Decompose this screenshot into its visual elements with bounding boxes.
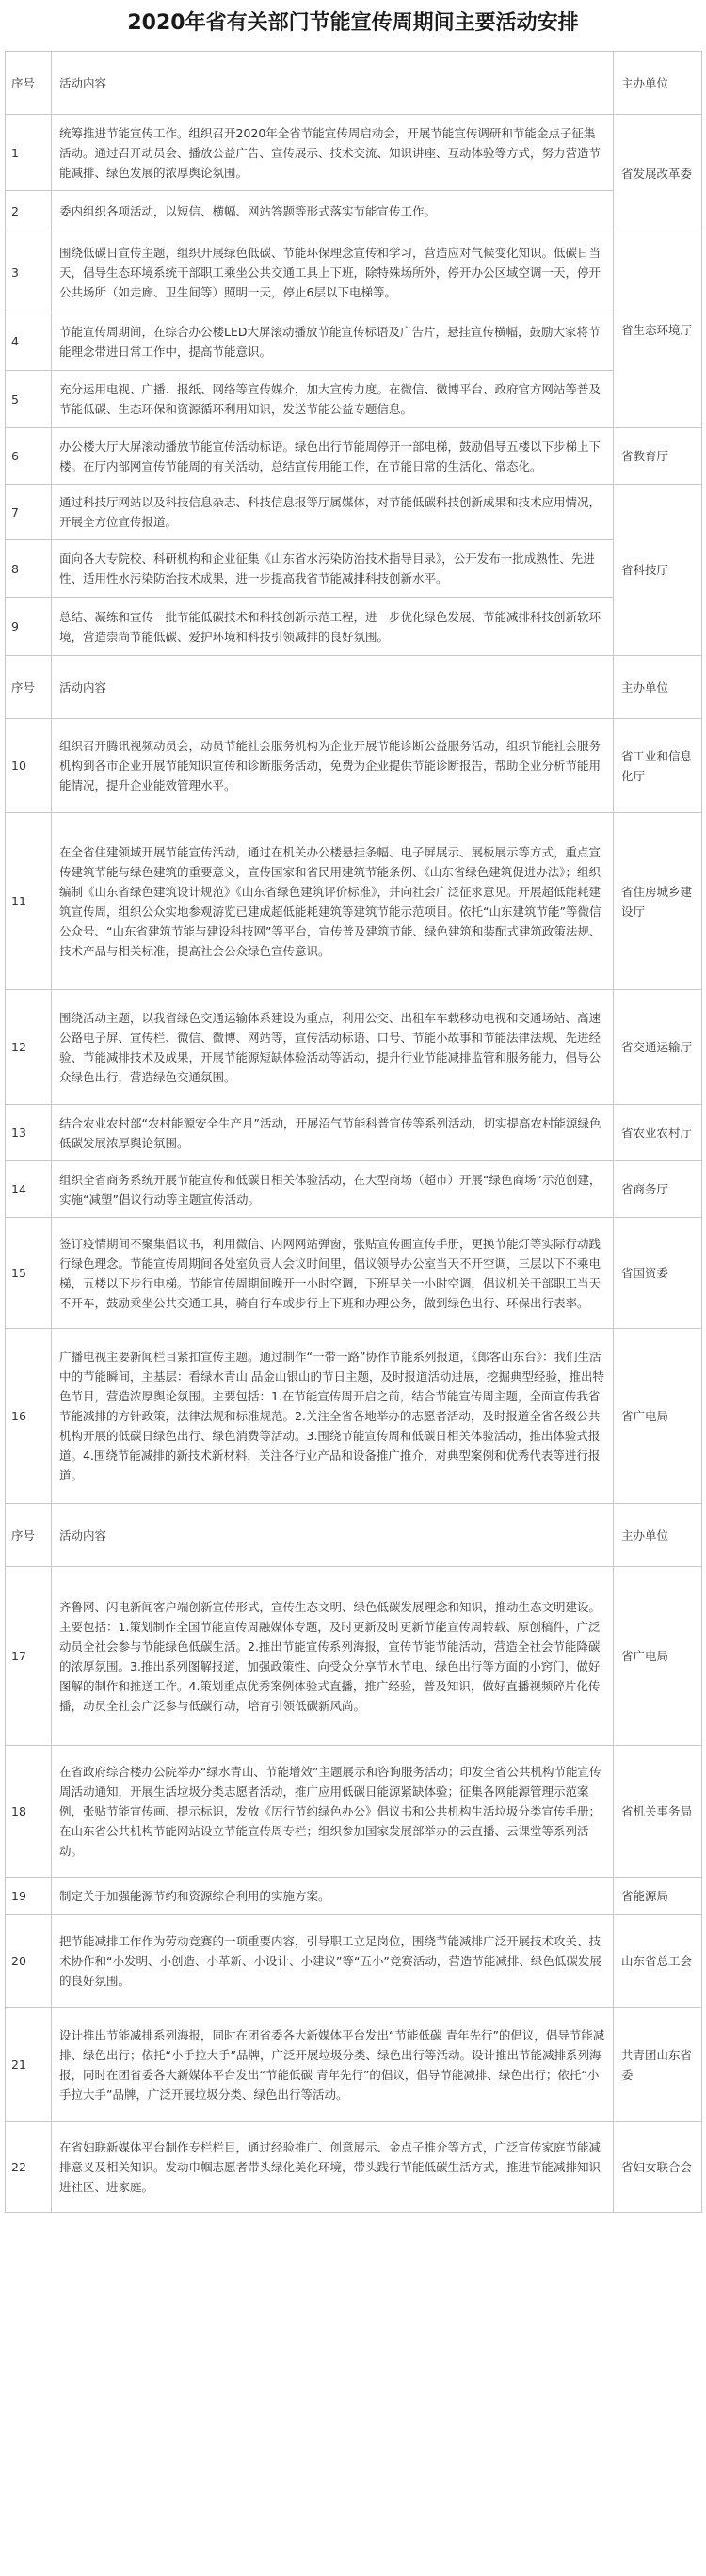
table-row (6, 1105, 702, 1161)
row-content: 办公楼大厅大屏滚动播放节能宣传活动标语。绿色出行节能周停开一部电梯，鼓励倡导五楼以下步梯上下楼。在厅内部网宣传节能周的有关活动，总结宣传用能工作，在节能日常的生活化、常态化。 (52, 428, 614, 485)
header-no: 序号 (6, 52, 52, 115)
row-no: 10 (6, 719, 52, 813)
row-no: 5 (6, 371, 52, 428)
header-content: 活动内容 (52, 52, 614, 115)
row-content: 总结、凝练和宣传一批节能低碳技术和科技创新示范工程，进一步优化绿色发展、节能减排科技创新软环境，营造崇尚节能低碳、爱护环境和科技引领减排的良好氛围。 (52, 598, 614, 656)
row-no: 11 (6, 813, 52, 990)
header-content: 活动内容 (52, 1504, 614, 1567)
table-row (6, 191, 702, 232)
row-no: 20 (6, 1915, 52, 2008)
activity-table (5, 51, 702, 2213)
row-org: 省广电局 (614, 1567, 702, 1746)
row-content: 齐鲁网、闪电新闻客户端创新宣传形式，宣传生态文明、绿色低碳发展理念和知识，推动生态文明建设。主要包括：1.策划制作全国节能宣传周融媒体专题，及时更新及时更新节能宣传周转载、原创稿件，广泛动员全社会参与节能绿色低碳生活。2.推出节能宣传系列海报，宣传节能节能活动，营造全社会节能降碳的浓厚氛围。3.推出系列图解报道，加强政策性、向受众分享节水节电、绿色出行等方面的小窍门，做好图解的制作和推送工作。4.策划重点优秀案例体验式直播，推广经验，普及知识，做好直播视频碎片化传播，动员全社会广泛参与低碳行动，培育引领低碳新风尚。 (52, 1567, 614, 1746)
row-no: 17 (6, 1567, 52, 1746)
row-no: 12 (6, 990, 52, 1105)
header-no: 序号 (6, 1504, 52, 1567)
row-no: 1 (6, 115, 52, 191)
table-row (6, 813, 702, 990)
row-org: 省住房城乡建设厅 (614, 813, 702, 990)
row-org: 省妇女联合会 (614, 2122, 702, 2213)
row-content: 设计推出节能减排系列海报，同时在团省委各大新媒体平台发出“节能低碳 青年先行”的倡议，倡导节能减排、绿色出行；依托“小手拉大手”品牌，广泛开展垃圾分类、绿色出行等活动。设计推出节能减排系列海报，同时在团省委各大新媒体平台发出“节能低碳 青年先行”的倡议，倡导节能减排、绿色出行；依托“小手拉大手”品牌，广泛开展垃圾分类、绿色出行等活动。 (52, 2008, 614, 2122)
table-row (6, 428, 702, 485)
row-content: 组织全省商务系统开展节能宣传和低碳日相关体验活动，在大型商场（超市）开展“绿色商场”示范创建，实施“减塑”倡议行动等主题宣传活动。 (52, 1161, 614, 1218)
row-content: 通过科技厅网站以及科技信息杂志、科技信息报等厅属媒体，对节能低碳科技创新成果和技术应用情况，开展全方位宣传报道。 (52, 485, 614, 540)
row-no: 8 (6, 540, 52, 598)
document-title: 2020年省有关部门节能宣传周期间主要活动安排 (127, 11, 579, 35)
row-org: 山东省总工会 (614, 1915, 702, 2008)
table-header-row (6, 1504, 702, 1567)
table-row (6, 2008, 702, 2122)
row-org: 共青团山东省委 (614, 2008, 702, 2122)
row-org: 省国资委 (614, 1218, 702, 1329)
row-org: 省机关事务局 (614, 1746, 702, 1878)
row-org: 省发展改革委 (614, 115, 702, 232)
table-row (6, 1161, 702, 1218)
table-row (6, 312, 702, 371)
row-content: 在全省住建领域开展节能宣传活动，通过在机关办公楼悬挂条幅、电子屏展示、展板展示等方式，重点宣传建筑节能与绿色建筑的重要意义，宣传国家和省民用建筑节能条例、《山东省绿色建筑促进办法》；组织编制《山东省绿色建筑设计规范》《山东省绿色建筑评价标准》，并向社会广泛征求意见。开展超低能耗建筑宣传周，组织公众实地参观游览已建成超低能耗建筑等建筑节能示范项目。依托“山东建筑节能”等微信公众号、“山东省建筑节能与建设科技网”等平台，宣传普及建筑节能、绿色建筑和装配式建筑政策法规、技术产品与相关标准，提高社会公众绿色宣传意识。 (52, 813, 614, 990)
table-row (6, 232, 702, 312)
row-no: 21 (6, 2008, 52, 2122)
table-row (6, 1567, 702, 1746)
row-no: 15 (6, 1218, 52, 1329)
row-content: 委内组织各项活动，以短信、横幅、网站答题等形式落实节能宣传工作。 (52, 191, 614, 232)
row-content: 组织召开腾讯视频动员会，动员节能社会服务机构为企业开展节能诊断公益服务活动，组织节能社会服务机构到各市企业开展节能知识宣传和诊断服务活动，免费为企业提供节能诊断报告，帮助企业分析节能用能情况，提升企业能效管理水平。 (52, 719, 614, 813)
row-org: 省科技厅 (614, 485, 702, 656)
table-header-row (6, 52, 702, 115)
header-org: 主办单位 (614, 52, 702, 115)
row-no: 9 (6, 598, 52, 656)
row-content: 充分运用电视、广播、报纸、网络等宣传媒介，加大宣传力度。在微信、微博平台、政府官方网站等普及节能低碳、生态环保和资源循环利用知识，发送节能公益专题信息。 (52, 371, 614, 428)
row-no: 4 (6, 312, 52, 371)
header-org: 主办单位 (614, 656, 702, 719)
table-row (6, 540, 702, 598)
row-org: 省工业和信息化厅 (614, 719, 702, 813)
row-no: 2 (6, 191, 52, 232)
table-row (6, 485, 702, 540)
row-content: 在省妇联新媒体平台制作专栏栏目，通过经验推广、创意展示、金点子推介等方式，广泛宣传家庭节能减排意义及相关知识。发动巾帼志愿者带头绿化美化环境，带头践行节能低碳生活方式，推进节能减排知识进社区、进家庭。 (52, 2122, 614, 2213)
row-no: 22 (6, 2122, 52, 2213)
row-org: 省教育厅 (614, 428, 702, 485)
row-org: 省商务厅 (614, 1161, 702, 1218)
row-org: 省生态环境厅 (614, 232, 702, 428)
row-no: 16 (6, 1329, 52, 1504)
table-row (6, 2122, 702, 2213)
table-row (6, 598, 702, 656)
header-no: 序号 (6, 656, 52, 719)
table-row (6, 115, 702, 191)
table-row (6, 371, 702, 428)
row-org: 省农业农村厅 (614, 1105, 702, 1161)
row-content: 围绕低碳日宣传主题，组织开展绿色低碳、节能环保理念宣传和学习，营造应对气候变化知识。低碳日当天，倡导生态环境系统干部职工乘坐公共交通工具上下班，除特殊场所外，停开办公区域空调一天，停开公共场所（如走廊、卫生间等）照明一天，停止6层以下电梯等。 (52, 232, 614, 312)
row-content: 制定关于加强能源节约和资源综合利用的实施方案。 (52, 1878, 614, 1915)
row-content: 统筹推进节能宣传工作。组织召开2020年全省节能宣传周启动会，开展节能宣传调研和节能金点子征集活动。通过召开动员会、播放公益广告、宣传展示、技术交流、知识讲座、互动体验等方式，努力营造节能减排、绿色发展的浓厚舆论氛围。 (52, 115, 614, 191)
row-content: 签订疫情期间不聚集倡议书，利用微信、内网网站弹窗，张贴宣传画宣传手册，更换节能灯等实际行动践行绿色理念。节能宣传周期间各处室负责人会议时间里，倡议领导办公室当天不开空调，三层以下不乘电梯，五楼以下步行电梯。节能宣传周期间晚开一小时空调，下班早关一小时空调，倡议机关干部职工当天不开车，鼓励乘坐公共交通工具，骑自行车或步行上下班和办理公务，做到绿色出行、环保出行表率。 (52, 1218, 614, 1329)
row-no: 13 (6, 1105, 52, 1161)
table-row (6, 1915, 702, 2008)
header-content: 活动内容 (52, 656, 614, 719)
row-no: 6 (6, 428, 52, 485)
row-org: 省能源局 (614, 1878, 702, 1915)
row-no: 14 (6, 1161, 52, 1218)
row-no: 3 (6, 232, 52, 312)
row-org: 省交通运输厅 (614, 990, 702, 1105)
table-header-row (6, 656, 702, 719)
row-content: 在省政府综合楼办公院举办“绿水青山、节能增效”主题展示和咨询服务活动；印发全省公共机构节能宣传周活动通知，开展生活垃圾分类志愿者活动，推广应用低碳日能源紧缺体验；征集各网能源管理示范案例，张贴节能宣传画、提示标识，发放《厉行节约绿色办公》倡议书和公共机构生活垃圾分类宣传手册；在山东省公共机构节能网站设立节能宣传周专栏；组织参加国家发展部举办的云直播、云课堂等系列活动。 (52, 1746, 614, 1878)
row-org: 省广电局 (614, 1329, 702, 1504)
table-row (6, 719, 702, 813)
table-row (6, 1746, 702, 1878)
row-content: 把节能减排工作作为劳动竞赛的一项重要内容，引导职工立足岗位，围绕节能减排广泛开展技术攻关、技术协作和“小发明、小创造、小革新、小设计、小建议”等“五小”竞赛活动，营造节能减排、绿色低碳发展的良好氛围。 (52, 1915, 614, 2008)
row-no: 19 (6, 1878, 52, 1915)
row-content: 面向各大专院校、科研机构和企业征集《山东省水污染防治技术指导目录》，公开发布一批成熟性、先进性、适用性水污染防治技术成果，进一步提高我省节能减排科技创新水平。 (52, 540, 614, 598)
table-row (6, 990, 702, 1105)
row-no: 7 (6, 485, 52, 540)
row-content: 节能宣传周期间，在综合办公楼LED大屏滚动播放节能宣传标语及广告片，悬挂宣传横幅，鼓励大家将节能理念带进日常工作中，提高节能意识。 (52, 312, 614, 371)
table-row (6, 1218, 702, 1329)
row-content: 结合农业农村部“农村能源安全生产月”活动，开展沼气节能科普宣传等系列活动，切实提高农村能源绿色低碳发展浓厚舆论氛围。 (52, 1105, 614, 1161)
table-row (6, 1329, 702, 1504)
row-no: 18 (6, 1746, 52, 1878)
row-content: 广播电视主要新闻栏目紧扣宣传主题。通过制作“一带一路”协作节能系列报道，《郎客山东台》：我们生活中的节能瞬间，主基层：看绿水青山 品金山银山的节日主题，及时报道活动进展，挖掘典型经验，推出特色节目，营造浓厚舆论氛围。主要包括：1.在节能宣传周开启之前，结合节能宣传周主题，全面宣传我省节能减排的方针政策，法律法规和标准规范。2.关注全省各地举办的志愿者活动，及时报道全省各级公共机构开展的低碳日绿色出行、绿色消费等活动。3.围绕节能宣传周和低碳日相关体验活动，推出体验式报道。4.围绕节能减排的新技术新材料，关注各行业产品和设备推广推介，对典型案例和优秀代表等进行报道。 (52, 1329, 614, 1504)
header-org: 主办单位 (614, 1504, 702, 1567)
table-row (6, 1878, 702, 1915)
row-content: 围绕活动主题，以我省绿色交通运输体系建设为重点，利用公交、出租车车载移动电视和交通场站、高速公路电子屏、宣传栏、微信、微博、网站等，宣传活动标语、口号、节能小故事和节能法律法规、先进经验、节能减排技术及成果，开展节能源短缺体验活动等活动，提升行业节能减排监管和服务能力，倡导公众绿色出行，营造绿色交通氛围。 (52, 990, 614, 1105)
